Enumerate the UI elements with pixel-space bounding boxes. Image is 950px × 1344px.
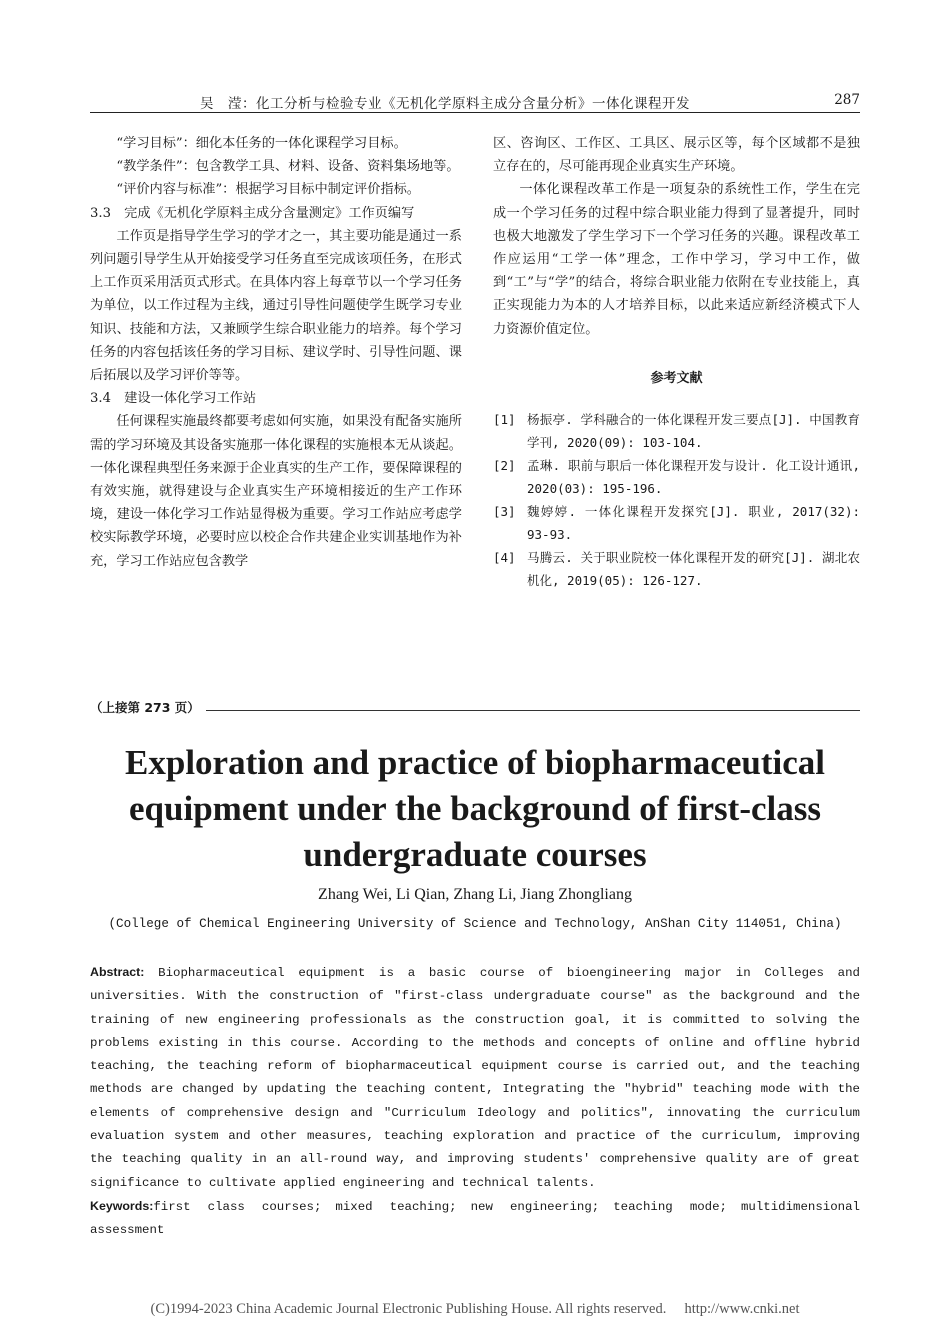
paragraph: 任何课程实施最终都要考虑如何实施，如果没有配备实施所需的学习环境及其设备实施那一体化课程的实施根本无从谈起。一体化课程典型任务来源于企业真实的生产工作，要保障课程的有效实施，就得建设与企业真实生产环境相接近的生产工作环境，建设一体化学习工作站显得极为重要。学习工作站应考虑学校实际教学环境，必要时应以校企合作共建企业实训基地作为补充，学习工作站应包含教学 bbox=[90, 414, 462, 569]
abstract-block bbox=[90, 961, 860, 1243]
reference-item bbox=[493, 408, 860, 454]
page-number: 287 bbox=[834, 92, 860, 108]
abstract bbox=[90, 961, 860, 1195]
reference-number: [4] bbox=[493, 550, 516, 566]
affiliation: (College of Chemical Engineering University of Science and Technology, AnShan City 114051, China) bbox=[108, 917, 842, 931]
paragraph: 一体化课程改革工作是一项复杂的系统性工作，学生在完成一个学习任务的过程中综合职业能力得到了显著提升，同时也极大地激发了学生学习下一个学习任务的兴趣。课程改革工作应运用“工学一体”理念，工作中学习，学习中工作，做到“工”与“学”的结合，将综合职业能力依附在专业技能上，真正实现能力为本的人才培养目标，以此来适应新经济模式下人力资源价值定位。 bbox=[493, 182, 860, 337]
keyword: first class courses; bbox=[153, 1199, 322, 1214]
reference-number: [3] bbox=[493, 504, 516, 520]
running-title: 吴 滢：化工分析与检验专业《无机化学原料主成分含量分析》一体化课程开发 bbox=[200, 96, 690, 112]
reference-number: [2] bbox=[493, 458, 516, 474]
paragraph: “评价内容与标准”：根据学习目标中制定评价指标。 bbox=[116, 182, 420, 198]
right-column bbox=[493, 132, 860, 592]
reference-number: [1] bbox=[493, 412, 516, 428]
reference-item bbox=[493, 546, 860, 592]
abstract-text: Biopharmaceutical equipment is a basic course of bioengineering major in Colleges and universities. With the construction of "first-class undergraduate course" as the background and the training of new engineering professionals as the construction goal, it is committed to solving the problems existing in this course. According to the methods and concepts of online and offline hybrid teaching, the teaching reform of biopharmaceutical equipment course is carried out, and the teaching methods are changed by updating the teaching content, Integrating the "hybrid" teaching mode with the elements of comprehensive design and "Curriculum Ideology and politics", innovating the curriculum evaluation system and other measures, teaching exploration and practice of the curriculum, improving the teaching quality in an all-round way, and improving students' comprehensive quality are of great significance to cultivate applied engineering and technical talents. bbox=[90, 966, 860, 1190]
paragraph: 工作页是指导学生学习的学才之一，其主要功能是通过一系列问题引导学生从开始接受学习任务直至完成该项任务，在形式上工作页采用活页式形式。在具体内容上每章节以一个学习任务为单位，以工作过程为主线，通过引导性问题使学生既学习专业知识、技能和方法，又兼顾学生综合职业能力的培养。每个学习任务的内容包括该任务的学习目标、建议学时、引导性问题、课后拓展以及学习评价等等。 bbox=[90, 228, 462, 384]
section-heading: 3.3 完成《无机化学原料主成分含量测定》工作页编写 bbox=[90, 205, 415, 221]
reference-text: 魏婷婷. 一体化课程开发探究[J]. 职业, 2017(32): 93-93. bbox=[527, 504, 860, 543]
english-title: Exploration and practice of biopharmaceutical equipment under the background of first-class undergraduate courses bbox=[125, 743, 825, 874]
copyright-footer: (C)1994-2023 China Academic Journal Electronic Publishing House. All rights reserved. http://www.cnki.net bbox=[150, 1301, 800, 1317]
keyword: multidimensional assessment bbox=[90, 1199, 860, 1238]
keywords bbox=[90, 1195, 860, 1243]
reference-text: 杨振亭. 学科融合的一体化课程开发三要点[J]. 中国教育学刊, 2020(09): 103-104. bbox=[527, 412, 860, 451]
reference-item bbox=[493, 500, 860, 546]
section-heading: 3.4 建设一体化学习工作站 bbox=[90, 391, 257, 407]
keyword: new engineering; bbox=[470, 1199, 600, 1214]
left-column bbox=[90, 132, 462, 573]
reference-text: 马腾云. 关于职业院校一体化课程开发的研究[J]. 湖北农机化, 2019(05): 126-127. bbox=[527, 550, 860, 589]
running-header bbox=[90, 90, 860, 113]
abstract-label: Abstract: bbox=[90, 965, 145, 979]
reference-item bbox=[493, 454, 860, 500]
reference-text: 孟琳. 职前与职后一体化课程开发与设计. 化工设计通讯, 2020(03): 195-196. bbox=[527, 458, 860, 497]
keyword: teaching mode; bbox=[613, 1199, 727, 1214]
keyword: mixed teaching; bbox=[335, 1199, 457, 1214]
paragraph: “学习目标”：细化本任务的一体化课程学习目标。 bbox=[116, 136, 407, 151]
keywords-label: Keywords: bbox=[90, 1198, 154, 1213]
continued-from-marker bbox=[90, 697, 860, 717]
paragraph: 区、咨询区、工作区、工具区、展示区等，每个区域都不是独立存在的，尽可能再现企业真实生产环境。 bbox=[493, 136, 860, 175]
authors: Zhang Wei, Li Qian, Zhang Li, Jiang Zhongliang bbox=[318, 886, 632, 903]
continued-label: （上接第 273 页） bbox=[90, 700, 206, 715]
paragraph: “教学条件”：包含教学工具、材料、设备、资料集场地等。 bbox=[116, 159, 460, 175]
references-heading: 参考文献 bbox=[650, 370, 703, 386]
